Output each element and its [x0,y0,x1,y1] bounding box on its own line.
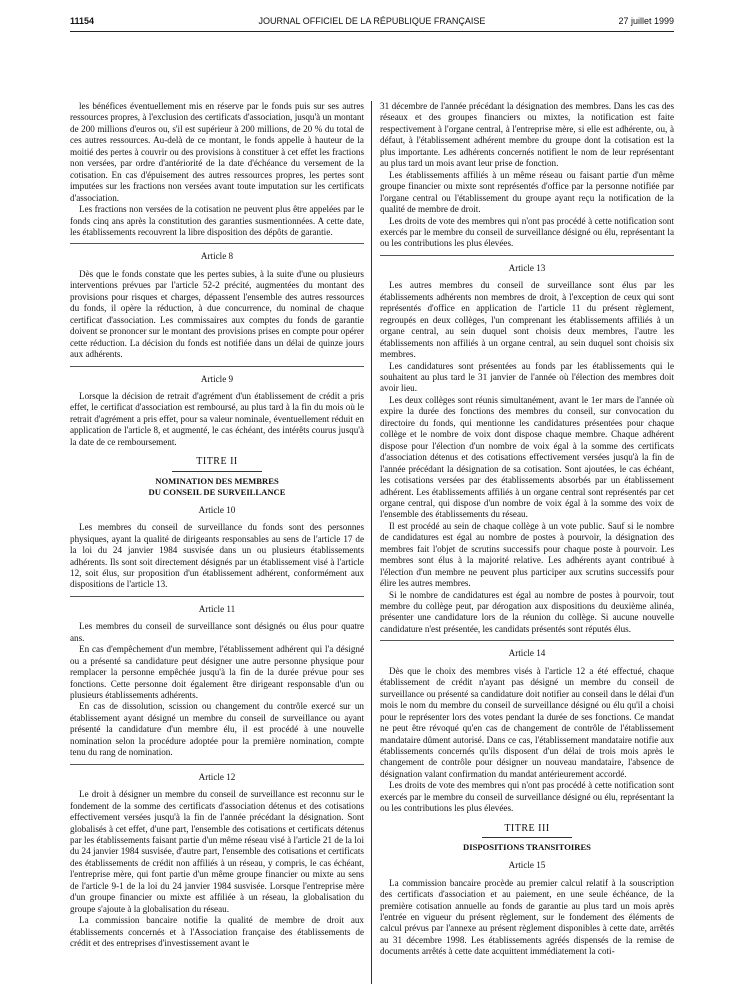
paragraph: Le droit à désigner un membre du conseil de surveillance est reconnu sur le fondement de la somme des certificats d'association détenus et des cotisations effectivement versées jusqu'à la fin de l'année précédant la désignation. Sont globalisés à cet effet, d'une part, l'ensemble des cotisations et certificats détenus par les établissements faisant partie d'un même réseau visé à l'article 21 de la loi du 24 janvier 1984 susvisée, d'autre part, l'ensemble des cotisations et certificats des établissements de crédit non affiliés à un réseau, y compris, le cas échéant, l'entreprise mère, qui font partie d'un même groupe financier ou mixte au sens de l'article 9-1 de la loi du 24 janvier 1984 susvisée. Lorsque l'entreprise mère d'un groupe financier ou mixte est affiliée à un réseau, la globalisation du groupe s'ajoute à la globalisation du réseau. [70,789,364,914]
paragraph: Les deux collèges sont réunis simultanément, avant le 1er mars de l'année où expire la durée des fonctions des membres du conseil, sur convocation du directoire du fonds, qui mentionne les candidatures présentées pour chaque collège et le nombre de voix dont dispose chaque membre. Chaque adhérent dispose pour l'élection d'un nombre de voix égal à la somme des certificats d'association détenus et des cotisations effectivement versées jusqu'à la fin de l'année précédant la désignation de sa cotisation. Sont ajoutées, le cas échéant, les cotisations versées par des établissements absorbés par un établissement adhérent. Les établissements affiliés à un organe central sont représentés par cet organe central, qui dispose d'un nombre de voix égal à la somme des voix de l'ensemble des établissements du réseau. [380,394,674,520]
paragraph: Les fractions non versées de la cotisation ne peuvent plus être appelées par le fonds cinq ans après la constitution des garanties susmentionnées. A cette date, les établissements recouvrent la libre disposition des dépôts de garantie. [70,204,364,237]
article-12-heading: Article 12 [198,771,236,782]
section-divider [70,764,364,765]
left-column [70,101,364,950]
paragraph: Si le nombre de candidatures est égal au nombre de postes à pourvoir, tout membre du collège peut, par dérogation aux dispositions du deuxième alinéa, présenter une candidature lors de la réunion du collège. Si aucune nouvelle candidature n'est présentée, les candidats présentés sont réputés élus. [380,589,674,634]
titre-rule [172,471,262,472]
journal-title: JOURNAL OFFICIEL DE LA RÉPUBLIQUE FRANÇAISE [258,16,486,26]
paragraph: La commission bancaire notifie la qualité de membre de droit aux établissements concernés et à l'Association française des établissements de crédit et des entreprises d'investissement avant le [70,915,364,949]
titre-2-subtitle-line1: NOMINATION DES MEMBRES [155,475,279,486]
article-14-heading: Article 14 [508,648,546,659]
column-separator [371,101,372,984]
paragraph: Dès que le fonds constate que les pertes subies, à la suite d'une ou plusieurs interventions prévues par l'article 52-2 précité, augmentées du montant des provisions pour risques et charges, dépassent l'ensemble des autres ressources du fonds, il opère la réduction, à due concurrence, du nominal de chaque certificat d'association. Les commissaires aux comptes du fonds de garantie doivent se prononcer sur le montant des provisions prises en compte pour opérer cette réduction. La décision du fonds est notifiée dans un délai de quinze jours aux adhérents. [70,268,364,360]
paragraph: Les droits de vote des membres qui n'ont pas procédé à cette notification sont exercés par le membre du conseil de surveillance désigné ou élu, représentant la ou les contributions les plus élevées. [380,215,674,249]
paragraph: Lorsque la décision de retrait d'agrément d'un établissement de crédit a pris effet, le certificat d'association est remboursé, au plus tard à la fin du mois où le retrait d'agrément a pris effet, pour sa valeur nominale, éventuellement réduit en application de l'article 8, et augmenté, le cas échéant, des intérêts courus jusqu'à la date de ce remboursement. [70,390,364,447]
page-number: 11154 [70,16,95,26]
paragraph: Les candidatures sont présentées au fonds par les établissements qui le souhaitent au plus tard le 31 janvier de l'année où l'élection des membres doit avoir lieu. [380,360,674,394]
article-15-heading: Article 15 [508,860,546,871]
right-column [380,101,674,958]
section-divider [380,640,674,641]
issue-date: 27 juillet 1999 [618,16,674,26]
paragraph: les bénéfices éventuellement mis en réserve par le fonds puis sur ses autres ressources propres, à l'exclusion des certificats d'association, jusqu'à un montant de 200 millions d'euros ou, s'il est supérieur à 200 millions, de 20 % du total de ces autres ressources. Au-delà de ce montant, le fonds appelle à hauteur de la moitié des pertes à couvrir ou des provisions à constituer à cet effet les fractions non versées, par ordre d'antériorité de la date d'échéance du versement de la cotisation. En cas d'épuisement des autres ressources propres, les pertes sont imputées sur les fractions non versées avant toute imputation sur les certificats d'association. [70,101,364,203]
section-divider [70,243,364,244]
page-header [70,16,674,32]
paragraph: Les autres membres du conseil de surveillance sont élus par les établissements adhérents non membres de droit, à l'exception de ceux qui sont représentés d'office en application de l'article 11 du présent règlement, regroupés en deux collèges, l'un comprenant les établissements affiliés à un organe central, au sein duquel sont choisis deux membres, l'autre les établissements non affiliés à un organe central, au sein duquel sont choisis six membres. [380,280,674,360]
article-11-heading: Article 11 [198,603,236,614]
paragraph: Les membres du conseil de surveillance sont désignés ou élus pour quatre ans. [70,621,364,643]
titre-rule [482,837,572,838]
section-divider [70,366,364,367]
titre-3-subtitle: DISPOSITIONS TRANSITOIRES [463,842,591,853]
paragraph: En cas d'empêchement d'un membre, l'établissement adhérent qui l'a désigné ou a présenté sa candidature peut désigner une autre personne physique pour remplacer la personne empêchée jusqu'à la fin de la durée prévue pour ses fonctions. Cette personne doit également être dirigeant responsable d'un ou plusieurs établissements adhérents. [70,644,364,701]
titre-2-subtitle-line2: DU CONSEIL DE SURVEILLANCE [148,486,286,497]
paragraph: En cas de dissolution, scission ou changement du contrôle exercé sur un établissement ayant désigné un membre du conseil de surveillance ou ayant présenté la candidature d'un membre élu, il est procédé à une nouvelle nomination selon la procédure adoptée pour la première nomination, compte tenu du rang de nomination. [70,701,364,758]
paragraph: Il est procédé au sein de chaque collège à un vote public. Sauf si le nombre de candidatures est égal au nombre de postes à pourvoir, la désignation des membres fait l'objet de scrutins successifs pour chaque poste à pourvoir. Les membres sont élus à la majorité relative. Les adhérents ayant contribué à l'élection d'un membre ne peuvent plus participer aux scrutins successifs pour élire les autres membres. [380,520,674,589]
paragraph: 31 décembre de l'année précédant la désignation des membres. Dans les cas des réseaux et des groupes financiers ou mixtes, la notification est faite respectivement à l'organe central, à l'entreprise mère, si elle est adhérente, ou, à défaut, à l'établissement adhérent membre du groupe dont la cotisation est la plus importante. Les adhérents concernés notifient le nom de leur représentant au plus tard un mois avant leur prise de fonction. [380,101,674,169]
header-rule [70,31,674,32]
titre-2-heading: TITRE II [196,456,238,468]
article-10-heading: Article 10 [198,504,236,515]
section-divider [70,596,364,597]
article-8-heading: Article 8 [200,251,234,262]
paragraph: Les membres du conseil de surveillance du fonds sont des personnes physiques, ayant la qualité de dirigeants responsables au sens de l'article 17 de la loi du 24 janvier 1984 susvisée dans un ou plusieurs établissements adhérents. Ils sont soit directement désignés par un établissement visé à l'article 12, soit élus, sur proposition d'un établissement adhérent, conformément aux dispositions de l'article 13. [70,522,364,590]
text-columns [70,101,674,984]
paragraph: Les droits de vote des membres qui n'ont pas procédé à cette notification sont exercés par le membre du conseil de surveillance désigné ou élu, représentant la ou les contributions les plus élevées. [380,780,674,814]
article-13-heading: Article 13 [508,262,546,273]
titre-3-heading: TITRE III [504,822,550,834]
paragraph: Les établissements affiliés à un même réseau ou faisant partie d'un même groupe financier ou mixte sont représentés d'office par la personne notifiée par l'organe central ou l'établissement du groupe ayant reçu la notification de la qualité de membre de droit. [380,169,674,215]
section-divider [380,255,674,256]
paragraph: Dès que le choix des membres visés à l'article 12 a été effectué, chaque établissement de crédit n'ayant pas désigné un membre du conseil de surveillance ou présenté sa candidature doit notifier au conseil dans le délai d'un mois le nom du membre du conseil de surveillance désigné ou élu qu'il a choisi pour le représenter lors des votes pendant la durée de ses fonctions. Ce mandat ne peut être révoqué qu'en cas de changement de contrôle de l'établissement mandataire dûment autorisé. Dans ce cas, l'établissement mandataire notifie aux établissements concernés qu'ils disposent d'un délai de trois mois après le changement de contrôle pour désigner un nouveau mandataire, l'absence de désignation valant confirmation du mandat antérieurement accordé. [380,665,674,779]
article-9-heading: Article 9 [200,373,234,384]
paragraph: La commission bancaire procède au premier calcul relatif à la souscription des certificats d'association et au paiement, en une seule échéance, de la première cotisation annuelle au fonds de garantie au plus tard un mois après l'entrée en vigueur du présent règlement, sur le fondement des éléments de calcul prévus par l'annexe au présent règlement disponibles à cette date, arrêtés au 31 décembre 1998. Les établissements agréés dispensés de la remise de documents arrêtés à cette date acquittent immédiatement la coti- [380,877,674,957]
